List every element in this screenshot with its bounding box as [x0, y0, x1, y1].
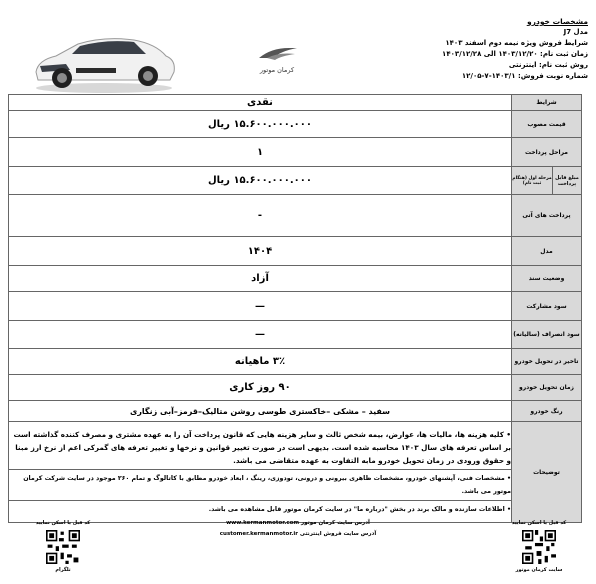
row-label: مدل — [512, 237, 582, 266]
notes-row — [9, 422, 582, 523]
right-qr-caption: کد قبل یا اسکن نمایید — [511, 520, 567, 526]
notes-cell — [9, 422, 512, 523]
left-qr-caption: کد قبل یا اسکن نمایید — [35, 520, 91, 526]
website-qr-code[interactable] — [522, 530, 556, 564]
row-value: — — [9, 321, 512, 349]
row-label: مراحل پرداخت — [512, 138, 582, 167]
car-image — [30, 26, 178, 96]
website-link[interactable] — [198, 520, 398, 526]
row-value: ۱۵.۶۰۰.۰۰۰.۰۰۰ ریال — [9, 167, 512, 195]
row-label: پرداخت های آتی — [512, 195, 582, 237]
qr-icon — [522, 530, 556, 564]
row-value: ۱ — [9, 138, 512, 167]
row-label: قیمت مصوب — [512, 111, 582, 138]
table-row — [9, 266, 582, 292]
sale-info — [388, 16, 588, 82]
row-value: ۹۰ روز کاری — [9, 375, 512, 401]
table-row — [9, 321, 582, 349]
row-label: وضعیت سند — [512, 266, 582, 292]
table-row — [9, 95, 582, 111]
left-qr-bottom-caption: تلگرام — [55, 567, 71, 573]
row-label: زمان تحویل خودرو — [512, 375, 582, 401]
brand-logo — [251, 44, 303, 80]
conditions-table — [8, 94, 582, 523]
row-value: ۱۵.۶۰۰.۰۰۰.۰۰۰ ریال — [9, 111, 512, 138]
table-row — [9, 111, 582, 138]
row-label: تاخیر در تحویل خودرو — [512, 349, 582, 375]
table-row — [9, 375, 582, 401]
table-row — [9, 167, 582, 195]
payable-group-label: مبلغ قابل پرداخت — [553, 167, 582, 194]
row-value: — — [9, 292, 512, 321]
row-label: سود مشارکت — [512, 292, 582, 321]
qr-icon — [46, 530, 80, 564]
row-value: - — [9, 195, 512, 237]
doc-title: مشخصات خودرو — [527, 17, 588, 26]
website-label: آدرس سایت کرمان موتور — [301, 520, 370, 526]
note-item: • مشخصات فنی، آپشنهای خودرو، مشخصات ظاهری بیرونی و درونی، تودوزی، رینگ ، ابعاد خودرو مطابق با کاتالوگ و تمام ۲۶۰ موجود در سایت شرکت کرمان موتور می باشد. — [9, 470, 511, 501]
row-value: آزاد — [9, 266, 512, 292]
model-line: مدل J7 — [563, 28, 588, 36]
note-item: • کلیه هزینه ها، مالیات ها، عوارض، بیمه شخص ثالث و سایر هزینه هایی که قانون پرداخت آن را به عهده مشتری و مصرف کننده گذاشته است بر اساس تعرفه های سال ۱۴۰۳ محاسبه شده است. بدیهی است در صورت تغییر قوانین و نرخها و تغییر تعرفه های گمرکی اعم از نرخ ارز مبنا و حقوق ورودی در زمان تحویل خودرو مابه التفاوت به عهده متقاضی می باشد. — [9, 428, 511, 470]
row-label: رنگ خودرو — [512, 401, 582, 422]
brand-logo-text: کرمان موتور — [259, 66, 295, 74]
right-qr-bottom-caption: سایت کرمان موتور — [515, 567, 563, 573]
row-value: ۱۴۰۴ — [9, 237, 512, 266]
row-value: ۳٪ ماهیانه — [9, 349, 512, 375]
row-label — [512, 167, 582, 195]
sales-site-link[interactable] — [198, 531, 398, 537]
sales-site-label: آدرس سایت فروش اینترنتی — [299, 531, 377, 537]
row-value: نقدی — [9, 95, 512, 111]
notes-label: توضیحات — [512, 422, 582, 523]
table-row — [9, 349, 582, 375]
table-row — [9, 401, 582, 422]
registration-period-line: زمان ثبت نام: ۱۴۰۳/۱۲/۲۰ الی ۱۴۰۳/۱۲/۲۸ — [442, 50, 588, 58]
note-item: • اطلاعات سازنده و مالک برند در بخش "درباره ما" در سایت کرمان موتور قابل مشاهده می باشد. — [208, 506, 511, 513]
registration-method-line: روش ثبت نام: اینترنتی — [508, 61, 588, 69]
telegram-qr-code[interactable] — [46, 530, 80, 564]
payable-stage-label: مرحله اول (هنگام ثبت نام) — [512, 175, 552, 186]
row-label: شرایط — [512, 95, 582, 111]
row-value: سفید – مشکی –خاکستری طوسی روشن متالیک–قرمز–آبی زنگاری — [9, 401, 512, 422]
sale-conditions-line: شرایط فروش ویژه نیمه دوم اسفند ۱۴۰۳ — [445, 39, 588, 47]
table-row — [9, 237, 582, 266]
table-row — [9, 195, 582, 237]
website-url[interactable]: www.kermanmotor.com — [226, 520, 300, 526]
header — [8, 8, 588, 92]
footer — [8, 516, 588, 582]
sale-round-line: شماره نوبت فروش: ۱۴۰۳/۱-۷-۱۲/۰۵ — [461, 72, 588, 80]
table-row — [9, 292, 582, 321]
row-label: سود انصراف (سالیانه) — [512, 321, 582, 349]
sales-site-url[interactable]: customer.kermanmotor.ir — [219, 531, 298, 537]
table-row — [9, 138, 582, 167]
